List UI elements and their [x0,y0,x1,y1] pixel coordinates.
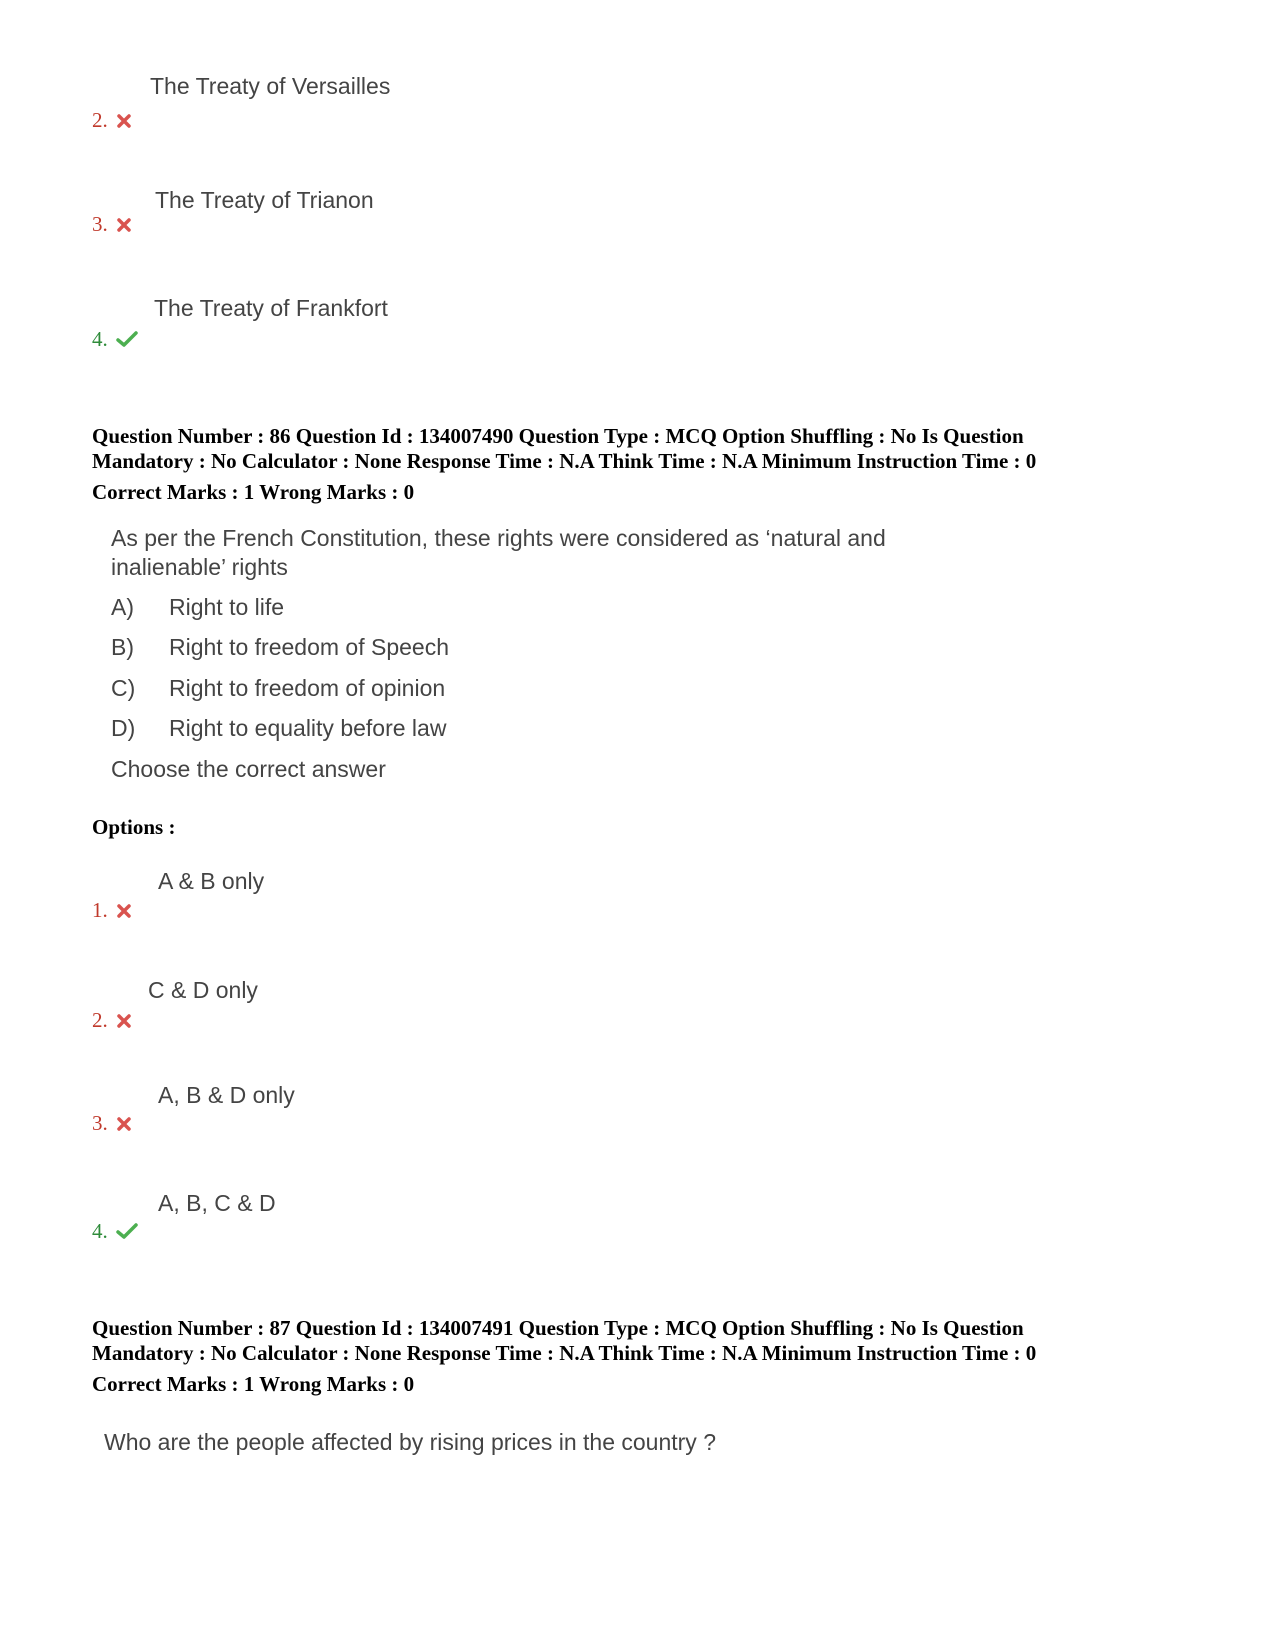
cross-icon [116,1010,132,1035]
option-text: The Treaty of Versailles [150,73,391,99]
option-text: A & B only [158,868,265,894]
option-number [92,1008,132,1035]
option-text: A, B, C & D [158,1190,276,1216]
statement-item [111,634,449,661]
cross-icon [116,900,132,925]
option-number-label: 3. [92,212,108,236]
question-text-line: inalienable’ rights [111,554,288,580]
question-marks: Correct Marks : 1 Wrong Marks : 0 [92,480,415,504]
option-number [92,898,132,925]
statement-item [111,675,445,702]
statement-label: D) [111,715,136,741]
question-header-line: Mandatory : No Calculator : None Response Time : N.A Think Time : N.A Minimum Instruction Time : 0 [92,449,1037,473]
option-text: The Treaty of Frankfort [154,295,388,321]
option-number-label: 2. [92,1008,108,1032]
option-number [92,212,132,239]
statement-label: A) [111,594,134,620]
option-number [92,1111,132,1138]
option-number-label: 1. [92,898,108,922]
check-icon [116,329,138,354]
option-number [92,108,132,135]
cross-icon [116,110,132,135]
statement-text: Right to equality before law [169,715,447,741]
option-text: C & D only [148,977,258,1003]
statement-text: Right to freedom of opinion [169,675,446,701]
statement-item [111,715,446,742]
option-number [92,327,138,354]
cross-icon [116,1113,132,1138]
option-number-label: 2. [92,108,108,132]
question-header-line: Question Number : 86 Question Id : 134007490 Question Type : MCQ Option Shuffling : No Is Question [92,424,1024,448]
cross-icon [116,214,132,239]
option-text: The Treaty of Trianon [155,187,374,213]
statement-item [111,594,284,621]
option-number-label: 3. [92,1111,108,1135]
question-header-line: Mandatory : No Calculator : None Response Time : N.A Think Time : N.A Minimum Instruction Time : 0 [92,1341,1037,1365]
option-number-label: 4. [92,327,108,351]
check-icon [116,1221,138,1246]
question-header-line: Question Number : 87 Question Id : 134007491 Question Type : MCQ Option Shuffling : No Is Question [92,1316,1024,1340]
question-instruction: Choose the correct answer [111,756,386,782]
option-number [92,1219,138,1246]
question-text: Who are the people affected by rising prices in the country ? [104,1429,716,1455]
statement-label: C) [111,675,136,701]
statement-label: B) [111,634,134,660]
options-label: Options : [92,815,176,839]
option-number-label: 4. [92,1219,108,1243]
statement-text: Right to freedom of Speech [169,634,449,660]
question-text-line: As per the French Constitution, these rights were considered as ‘natural and [111,525,886,551]
option-text: A, B & D only [158,1082,295,1108]
statement-text: Right to life [169,594,285,620]
question-marks: Correct Marks : 1 Wrong Marks : 0 [92,1372,415,1396]
